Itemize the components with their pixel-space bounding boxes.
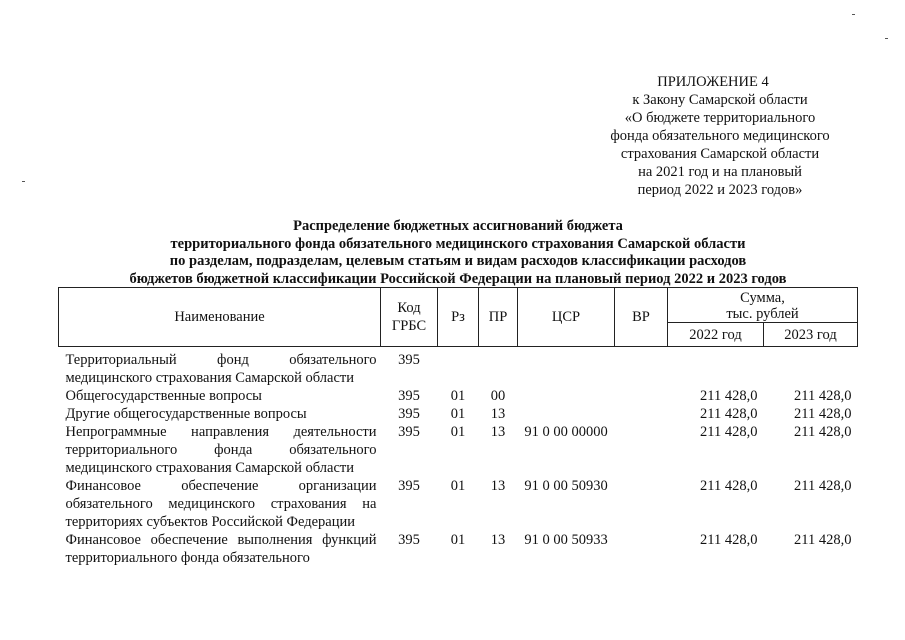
row-2022: 211 428,0 bbox=[700, 388, 758, 404]
row-2023: 211 428,0 bbox=[794, 532, 852, 548]
header-grbs-line1: Код bbox=[397, 300, 421, 316]
appendix-line: период 2022 и 2023 годов» bbox=[637, 182, 803, 198]
row-rz: 01 bbox=[450, 424, 466, 440]
row-pr: 13 bbox=[490, 532, 506, 548]
row-pr: 00 bbox=[490, 388, 506, 404]
row-grbs: 395 bbox=[398, 352, 420, 368]
table-row bbox=[59, 423, 858, 477]
row-name: Финансовое обеспечение выполнения функций территориального фонда обязательного bbox=[65, 532, 377, 566]
header-sum-line2: тыс. рублей bbox=[726, 306, 799, 322]
row-2023: 211 428,0 bbox=[794, 406, 852, 422]
appendix-line: на 2021 год и на плановый bbox=[638, 164, 802, 180]
header-csr: ЦСР bbox=[518, 288, 615, 347]
table-row bbox=[59, 477, 858, 531]
row-name: Финансовое обеспечение организации обязательного медицинского страхования на территориях субъектов Российской Федерации bbox=[65, 478, 377, 530]
appendix-line: страхования Самарской области bbox=[620, 146, 820, 162]
row-name: Территориальный фонд обязательного медицинского страхования Самарской области bbox=[65, 352, 377, 386]
row-csr: 91 0 00 50930 bbox=[524, 478, 608, 494]
row-name: Другие общегосударственные вопросы bbox=[65, 406, 307, 422]
scan-speck bbox=[22, 181, 25, 182]
header-sum-line1: Сумма, bbox=[740, 290, 785, 306]
row-pr: 13 bbox=[490, 424, 506, 440]
row-2022: 211 428,0 bbox=[700, 532, 758, 548]
row-rz: 01 bbox=[450, 406, 466, 422]
header-pr: ПР bbox=[479, 288, 518, 347]
row-2023: 211 428,0 bbox=[794, 478, 852, 494]
row-2022: 211 428,0 bbox=[700, 478, 758, 494]
row-pr: 13 bbox=[490, 478, 506, 494]
title-line: Распределение бюджетных ассигнований бюджета bbox=[293, 218, 623, 234]
title-line: бюджетов бюджетной классификации Российской Федерации на плановый период 2022 и 2023 годов bbox=[129, 270, 787, 287]
row-vr bbox=[615, 531, 668, 567]
row-rz: 01 bbox=[450, 532, 466, 548]
header-rz: Рз bbox=[438, 288, 479, 347]
row-csr: 91 0 00 00000 bbox=[524, 424, 608, 440]
row-vr bbox=[615, 405, 668, 423]
title-line: территориального фонда обязательного медицинского страхования Самарской области bbox=[170, 235, 746, 252]
row-grbs: 395 bbox=[398, 532, 420, 548]
row-csr bbox=[518, 405, 615, 423]
row-2022: 211 428,0 bbox=[700, 424, 758, 440]
row-grbs: 395 bbox=[398, 424, 420, 440]
row-2023 bbox=[764, 347, 858, 388]
appendix-line: фонда обязательного медицинского bbox=[610, 128, 830, 144]
row-2022 bbox=[668, 347, 764, 388]
table-row bbox=[59, 531, 858, 567]
row-name: Общегосударственные вопросы bbox=[65, 388, 262, 404]
row-rz: 01 bbox=[450, 388, 466, 404]
row-csr bbox=[518, 387, 615, 405]
scan-speck bbox=[852, 14, 855, 15]
row-pr bbox=[479, 347, 518, 388]
header-grbs bbox=[381, 288, 438, 347]
header-name: Наименование bbox=[59, 288, 381, 347]
header-grbs-line2: ГРБС bbox=[391, 318, 427, 334]
row-rz bbox=[438, 347, 479, 388]
budget-table bbox=[58, 287, 858, 567]
appendix-block bbox=[575, 73, 865, 199]
row-2022: 211 428,0 bbox=[700, 406, 758, 422]
row-vr bbox=[615, 387, 668, 405]
scan-speck bbox=[885, 38, 888, 39]
row-csr bbox=[518, 347, 615, 388]
row-csr: 91 0 00 50933 bbox=[524, 532, 608, 548]
row-grbs: 395 bbox=[398, 478, 420, 494]
row-pr: 13 bbox=[490, 406, 506, 422]
table-row bbox=[59, 347, 858, 388]
row-2023: 211 428,0 bbox=[794, 424, 852, 440]
appendix-heading: ПРИЛОЖЕНИЕ 4 bbox=[657, 74, 769, 90]
row-grbs: 395 bbox=[398, 406, 420, 422]
header-year-2023: 2023 год bbox=[764, 323, 858, 347]
table-row bbox=[59, 387, 858, 405]
row-grbs: 395 bbox=[398, 388, 420, 404]
row-vr bbox=[615, 347, 668, 388]
row-2023: 211 428,0 bbox=[794, 388, 852, 404]
row-vr bbox=[615, 477, 668, 531]
title-line: по разделам, подразделам, целевым статьям и видам расходов классификации расходов bbox=[169, 253, 747, 269]
appendix-line: «О бюджете территориального bbox=[624, 110, 816, 126]
header-sum bbox=[668, 288, 858, 323]
row-rz: 01 bbox=[450, 478, 466, 494]
header-vr: ВР bbox=[615, 288, 668, 347]
row-vr bbox=[615, 423, 668, 477]
table-row bbox=[59, 405, 858, 423]
header-year-2022: 2022 год bbox=[668, 323, 764, 347]
document-title bbox=[58, 218, 858, 288]
appendix-line: к Закону Самарской области bbox=[632, 92, 808, 108]
row-name: Непрограммные направления деятельности территориального фонда обязательного медицинского страхования Самарской области bbox=[65, 424, 377, 476]
